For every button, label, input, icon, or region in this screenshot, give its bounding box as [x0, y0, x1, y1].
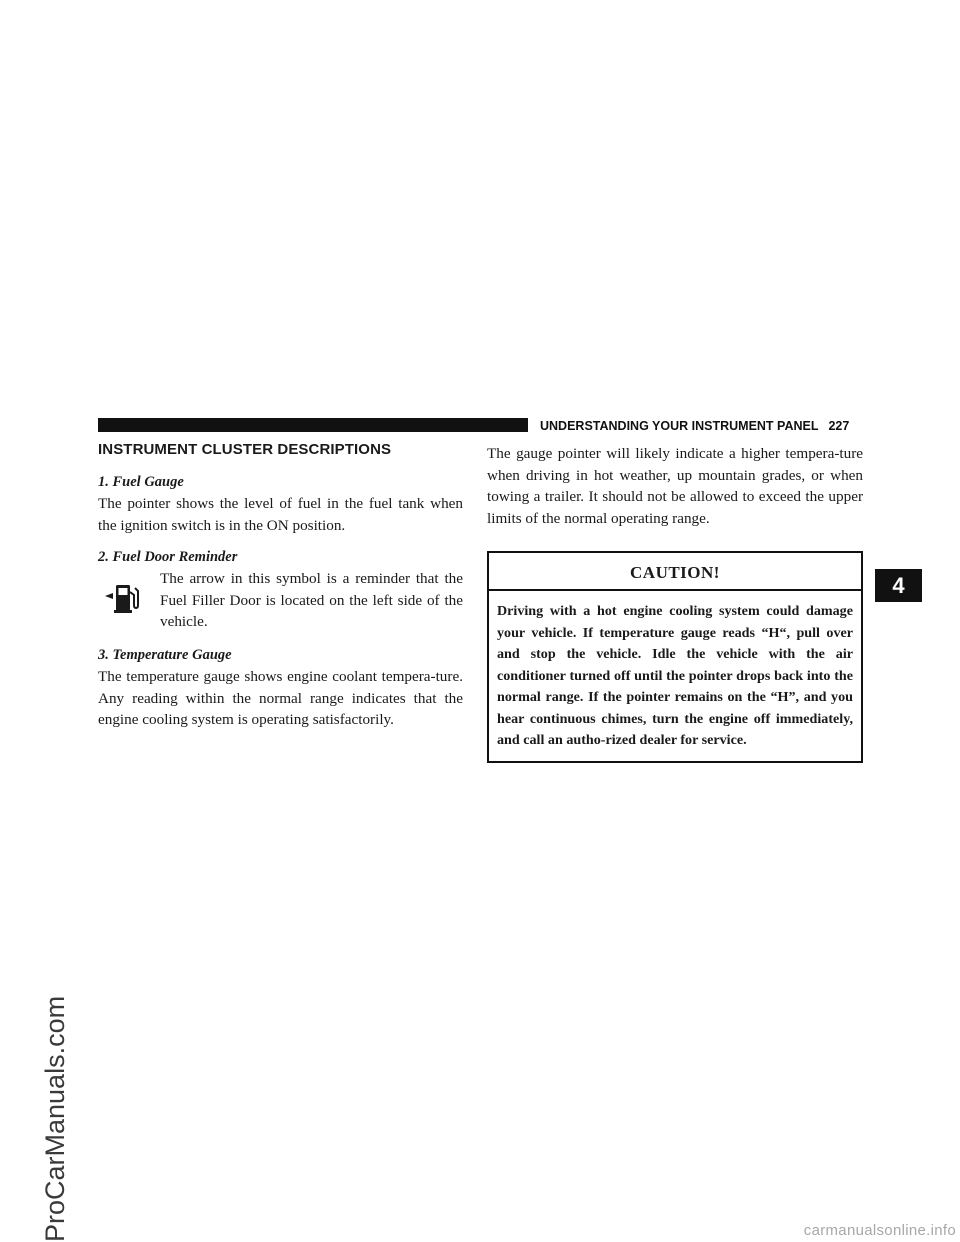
caution-heading: CAUTION!	[489, 553, 861, 591]
side-watermark: ProCarManuals.com	[40, 995, 70, 1242]
temperature-paragraph: The gauge pointer will likely indicate a higher tempera-ture when driving in hot weather, up mountain grades, or when towing a trailer. It should not be allowed to exceed the upper limits of the normal operating range.	[487, 445, 863, 527]
running-header	[540, 418, 849, 434]
item-text-fuel-gauge: The pointer shows the level of fuel in the fuel tank when the ignition switch is in the ON position.	[98, 495, 463, 534]
section-title: INSTRUMENT CLUSTER DESCRIPTIONS	[98, 441, 392, 458]
item-text-fuel-door-reminder: The arrow in this symbol is a reminder that the Fuel Filler Door is located on the left side of the vehicle.	[160, 570, 463, 630]
item-title-fuel-door-reminder: 2. Fuel Door Reminder	[98, 549, 238, 565]
item-text-temperature-gauge: The temperature gauge shows engine coolant tempera-ture. Any reading within the normal range indicates that the engine cooling system is operating satisfactorily.	[98, 668, 463, 728]
left-column	[98, 440, 463, 731]
fuel-pump-icon	[104, 580, 140, 616]
fuel-door-reminder-row	[98, 568, 463, 634]
chapter-tab: 4	[875, 569, 922, 602]
right-column	[487, 443, 863, 763]
chapter-title: UNDERSTANDING YOUR INSTRUMENT PANEL	[540, 419, 819, 433]
page-number: 227	[828, 419, 850, 433]
item-title-fuel-gauge: 1. Fuel Gauge	[98, 474, 184, 490]
item-title-temperature-gauge: 3. Temperature Gauge	[98, 647, 232, 663]
bottom-watermark: carmanualsonline.info	[803, 1222, 956, 1239]
header-rule	[98, 418, 528, 432]
caution-box	[487, 551, 863, 763]
caution-text: Driving with a hot engine cooling system could damage your vehicle. If temperature gauge reads “H“, pull over and stop the vehicle. Idle the vehicle with the air conditioner turned off until the pointer drops back into the normal range. If the pointer remains on the “H”, and you hear continuous chimes, turn the engine off immediately, and call an autho-rized dealer for service.	[497, 603, 853, 748]
